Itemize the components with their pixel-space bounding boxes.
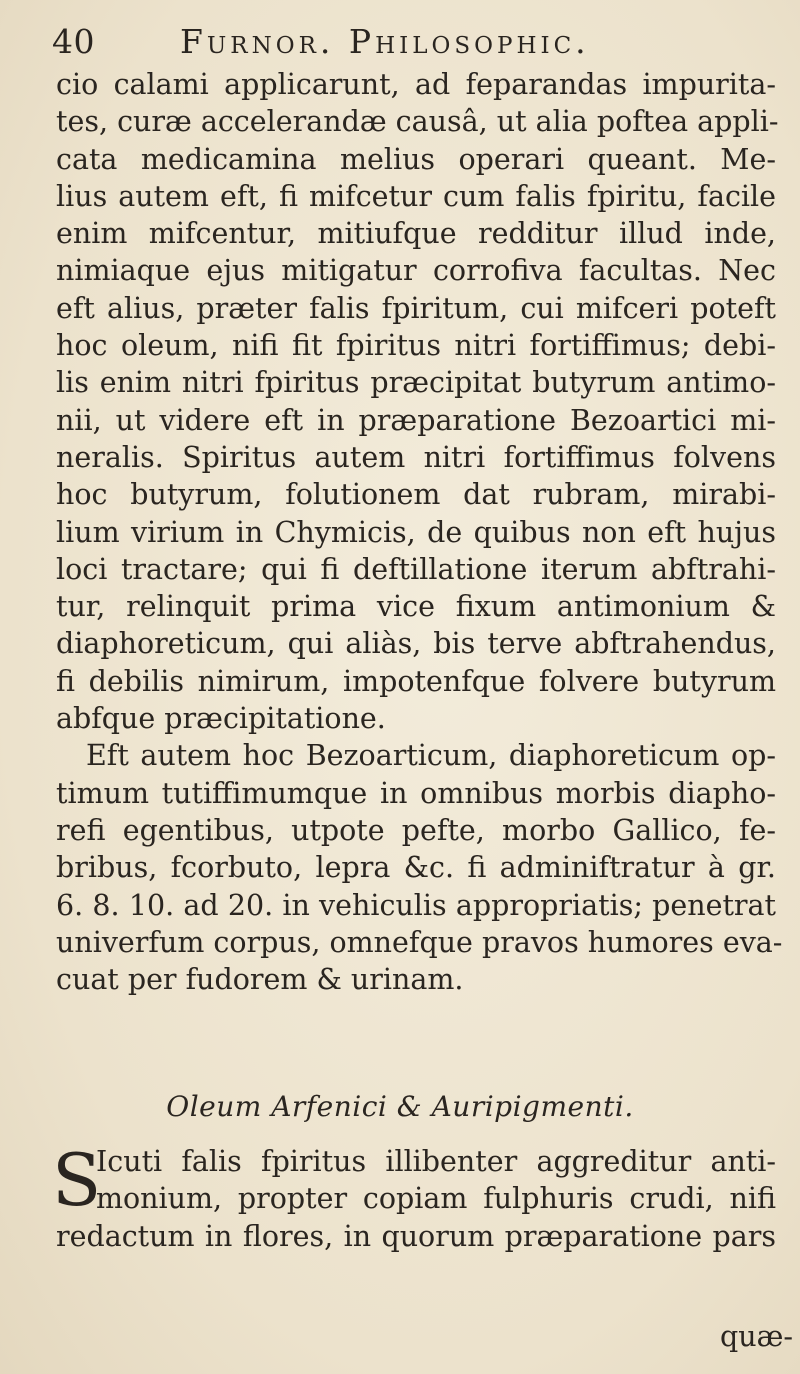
body-text: [56, 66, 783, 998]
text-line: tur, relinquit prima vice fixum antimonium &: [56, 590, 776, 624]
text-line: cio calami applicarunt, ad feparandas impurita-: [56, 68, 776, 101]
text-line: bribus, fcorbuto, lepra &c. fi adminiftratur à gr.: [56, 851, 776, 885]
section-text: [52, 1138, 776, 1255]
section-heading: Oleum Arfenici & Auripigmenti.: [166, 1090, 634, 1123]
drop-cap: S: [52, 1138, 102, 1222]
text-line: loci tractare; qui fi deftillatione iterum abftrahi-: [56, 552, 776, 586]
text-line: timum tutiffimumque in omnibus morbis diapho-: [56, 776, 776, 810]
page-number: 40: [52, 22, 95, 61]
text-line: nimiaque ejus mitigatur corrofiva facultas. Nec: [56, 254, 776, 288]
text-line: hoc butyrum, folutionem dat rubram, mirabi-: [56, 478, 776, 512]
text-line: abfque præcipitatione.: [56, 702, 386, 736]
text-line: lium virium in Chymicis, de quibus non eft hujus: [56, 515, 776, 549]
text-line: lis enim nitri fpiritus præcipitat butyrum antimo-: [56, 366, 776, 400]
text-line: 6. 8. 10. ad 20. in vehiculis appropriatis; penetrat: [56, 888, 776, 922]
text-line: univerfum corpus, omnefque pravos humores eva-: [56, 925, 783, 959]
text-line: Icuti falis fpiritus illibenter aggreditur anti-: [96, 1145, 776, 1178]
text-line: enim mifcentur, mitiufque redditur illud inde,: [56, 217, 776, 251]
running-head: [52, 22, 772, 68]
text-line: refi egentibus, utpote pefte, morbo Gallico, fe-: [56, 813, 776, 847]
text-line: neralis. Spiritus autem nitri fortiffimus folvens: [56, 440, 776, 474]
text-line: tes, curæ accelerandæ causâ, ut alia poftea appli-: [56, 105, 779, 139]
text-line: lius autem eft, fi mifcetur cum falis fpiritu, facile: [56, 179, 776, 213]
text-line: cata medicamina melius operari queant. Me-: [56, 142, 776, 176]
text-line: redactum in flores, in quorum præparatione pars: [56, 1219, 776, 1253]
catchword: quæ-: [720, 1320, 794, 1353]
text-line: fi debilis nimirum, impotenfque folvere butyrum: [56, 664, 776, 698]
text-line: eft alius, præter falis fpiritum, cui mifceri poteft: [56, 291, 776, 325]
running-title: Furnor. Philosophic.: [180, 22, 590, 61]
text-line: Eft autem hoc Bezoarticum, diaphoreticum op-: [86, 739, 776, 773]
text-line: monium, propter copiam fulphuris crudi, nifi: [96, 1182, 776, 1216]
text-line: diaphoreticum, qui aliàs, bis terve abftrahendus,: [56, 627, 776, 661]
text-line: hoc oleum, nifi fit fpiritus nitri fortiffimus; debi-: [56, 329, 776, 363]
text-line: cuat per fudorem & urinam.: [56, 963, 464, 997]
text-line: nii, ut videre eft in præparatione Bezoartici mi-: [56, 403, 776, 437]
